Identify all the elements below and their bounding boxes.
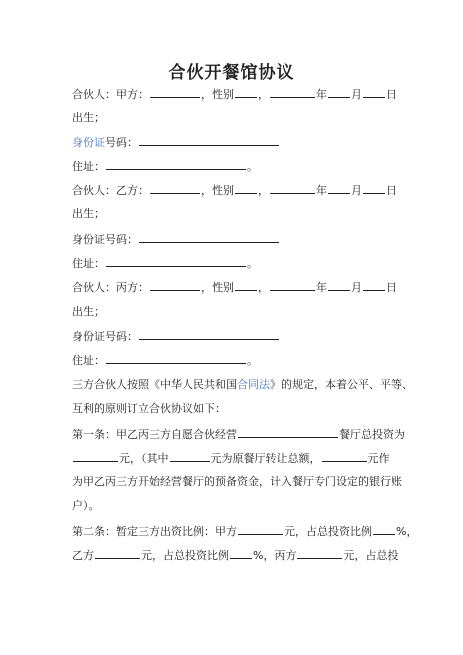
- dob-label: 出生；: [72, 111, 105, 124]
- id-line: 身份证号码：: [72, 328, 402, 345]
- address-blank: [106, 255, 246, 267]
- intro-line-2: 互利的原则订立合伙协议如下：: [72, 402, 226, 415]
- day-blank: [363, 279, 385, 291]
- gender-blank: [235, 182, 257, 194]
- dob-label: 出生；: [72, 207, 105, 220]
- party-a-ratio-blank: [373, 523, 395, 535]
- reserve-fund-blank: [322, 450, 367, 462]
- month-blank: [328, 86, 350, 98]
- gender-blank: [235, 86, 257, 98]
- id-line: 身份证号码：: [72, 134, 402, 151]
- id-blank: [139, 134, 279, 146]
- day-blank: [363, 86, 385, 98]
- id-card-link[interactable]: 身份证: [72, 136, 105, 149]
- name-blank: [150, 86, 200, 98]
- year-blank: [270, 279, 315, 291]
- partner-label: 合伙人：丙方：: [72, 281, 149, 294]
- month-blank: [328, 182, 350, 194]
- party-b-ratio-blank: [230, 547, 252, 559]
- total-investment-blank: [73, 450, 118, 462]
- party-b-amount-blank: [95, 547, 140, 559]
- contract-law-link[interactable]: 合同法: [237, 378, 270, 391]
- address-blank: [106, 158, 246, 170]
- document-title: 合伙开餐馆协议: [168, 63, 295, 83]
- article-1-line-4: 户）。: [72, 499, 100, 512]
- year-blank: [270, 182, 315, 194]
- partner-label: 合伙人：甲方：: [72, 88, 149, 101]
- gender-blank: [235, 279, 257, 291]
- dob-label: 出生；: [72, 305, 105, 318]
- day-blank: [363, 182, 385, 194]
- party-a-amount-blank: [238, 523, 283, 535]
- article-1-line-2: 元，（其中 元为原餐厅转让总额， 元作: [72, 450, 402, 467]
- article-2-line-2: 乙方 元，占总投资比例 %，丙方 元，占总投: [72, 549, 399, 562]
- year-blank: [270, 86, 315, 98]
- partner-c-line: 合伙人：丙方： ，性别 ， 年 月 日: [72, 281, 397, 294]
- name-blank: [150, 182, 200, 194]
- address-line: 住址： 。: [72, 354, 258, 367]
- gender-label: ，性别: [201, 88, 234, 101]
- address-blank: [106, 352, 246, 364]
- id-blank: [139, 231, 279, 243]
- partner-a-line: 合伙人：甲方： ，性别 ， 年 月 日: [72, 88, 397, 101]
- address-line: 住址： 。: [72, 257, 258, 270]
- name-blank: [150, 279, 200, 291]
- partner-label: 合伙人：乙方：: [72, 184, 149, 197]
- partner-b-line: 合伙人：乙方： ，性别 ， 年 月 日: [72, 184, 397, 197]
- transfer-amount-blank: [170, 450, 210, 462]
- article-1-line-1: 第一条：甲乙丙三方自愿合伙经营 餐厅总投资为: [72, 428, 405, 441]
- id-line: 身份证号码：: [72, 231, 402, 248]
- id-blank: [139, 328, 279, 340]
- restaurant-name-blank: [238, 426, 338, 438]
- article-2-line-1: 第二条：暂定三方出资比例：甲方 元，占总投资比例 %，: [72, 525, 418, 538]
- party-c-amount-blank: [297, 547, 342, 559]
- month-blank: [328, 279, 350, 291]
- intro-line-1: 三方合伙人按照《中华人民共和国合同法》的规定，本着公平、平等、: [72, 378, 413, 391]
- article-1-line-3: 为甲乙丙三方开始经营餐厅的预备资金，计入餐厅专门设定的银行账: [72, 475, 402, 488]
- address-line: 住址： 。: [72, 160, 258, 173]
